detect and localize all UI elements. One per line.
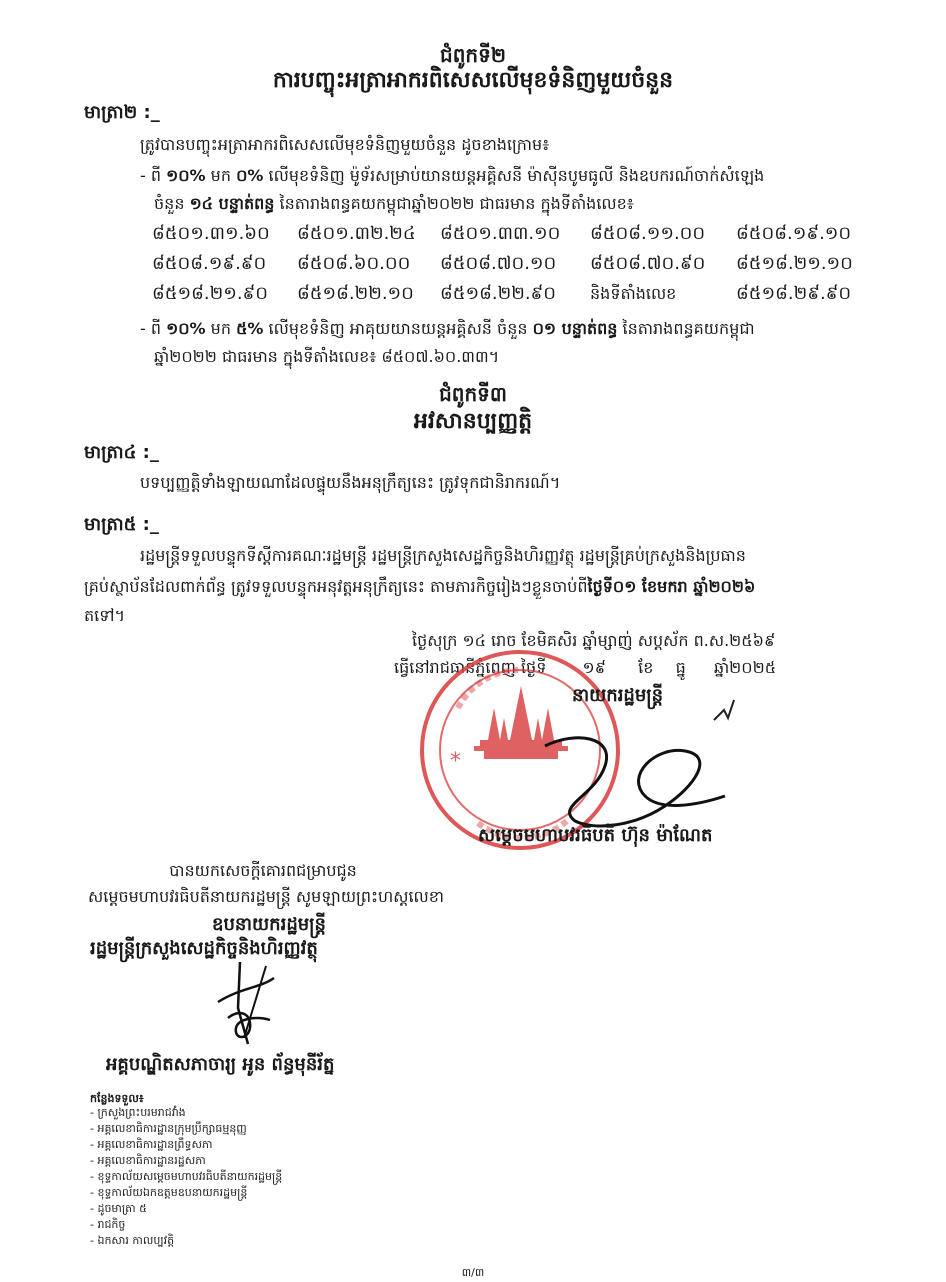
article-2-intro: ត្រូវបានបញ្ចុះអត្រាអាករពិសេសលើមុខទំនិញមួយចំនួន ដូចខាងក្រោម៖ bbox=[140, 135, 550, 154]
article-5-line-3: តទៅ។ bbox=[84, 606, 126, 625]
page-number: ៣/៣ bbox=[461, 1266, 485, 1279]
svg-text:*: * bbox=[450, 749, 461, 774]
tariff-code: ៨៥០៨.១៩.៩០ bbox=[152, 253, 267, 274]
recipient-item: - រាជកិច្ច bbox=[90, 1218, 126, 1231]
tariff-code: ៨៥០៨.១៩.១០ bbox=[736, 223, 852, 244]
article-4-label: មាត្រា៤ :_ bbox=[84, 442, 159, 463]
article-2-bullet-2-line-2: ឆ្នាំ២០២២ ជាធរមាន ក្នុងទីតាំងលេខ៖ ៨៥០៧.៦០.៣៣។ bbox=[154, 347, 500, 366]
deputy-pm-signature bbox=[210, 958, 290, 1048]
submission-line-1: បានយកសេចក្តីគោរពជម្រាបជូន bbox=[169, 861, 357, 880]
pm-signature bbox=[535, 726, 735, 836]
recipient-item: - ដូចមាត្រា ៥ bbox=[90, 1202, 147, 1215]
submission-line-2: សម្តេចមហាបវរធិបតីនាយករដ្ឋមន្ត្រី សូមឡាយព្រះហស្តលេខា bbox=[88, 887, 445, 906]
pm-name: សម្តេចមហាបវរធិបតី ហ៊ុន ម៉ាណែត bbox=[478, 825, 713, 846]
tariff-code: ៨៥០៨.៦០.០០ bbox=[297, 253, 411, 274]
tariff-code: ៨៥០១.៣២.២៤ bbox=[297, 223, 416, 244]
submission-role-1: ឧបនាយករដ្ឋមន្ត្រី bbox=[212, 914, 326, 935]
tariff-code: ៨៥១៨.២១.៩០ bbox=[152, 283, 269, 304]
article-2-label: មាត្រា២ :_ bbox=[84, 102, 160, 123]
tariff-code: ៨៥០៨.១១.០០ bbox=[590, 223, 706, 244]
recipient-item: - អគ្គលេខាធិការដ្ឋានក្រុមប្រឹក្សាធម្មនុញ្ញ bbox=[90, 1122, 247, 1135]
tariff-code: ៨៥១៨.២២.៩០ bbox=[440, 283, 557, 304]
tariff-code: ៨៥០៨.៧០.៩០ bbox=[590, 253, 706, 274]
submission-role-2: រដ្ឋមន្ត្រីក្រសួងសេដ្ឋកិច្ចនិងហិរញ្ញវត្ថុ bbox=[90, 938, 318, 959]
chapter-2-subtitle: ការបញ្ចុះអត្រាអាករពិសេសលើមុខទំនិញមួយចំនួន bbox=[272, 68, 674, 93]
article-2-bullet-2-line-1: - ពី ១០% មក ៥% លើមុខទំនិញ អាគុយយានយន្តអគ្គិសនី ចំនួន ០១ បន្ទាត់ពន្ធ នៃតារាងពន្ធគយកម្ពុជា bbox=[140, 319, 755, 338]
tariff-code: ៨៥០៨.៧០.១០ bbox=[440, 253, 557, 274]
deputy-pm-name: អគ្គបណ្ឌិតសភាចារ្យ អូន ព័ន្ធមុនីរ័ត្ន bbox=[106, 1054, 335, 1075]
recipient-item: - អគ្គលេខាធិការដ្ឋានព្រឹទ្ធសភា bbox=[90, 1138, 213, 1151]
chapter-3-title: ជំពូកទី៣ bbox=[439, 382, 507, 406]
article-4-text: បទប្បញ្ញត្តិទាំងឡាយណាដែលផ្ទុយនឹងអនុក្រឹត្យនេះ ត្រូវទុកជានិរាករណ៍។ bbox=[140, 473, 561, 492]
tariff-code: ៨៥១៨.២២.១០ bbox=[297, 283, 414, 304]
recipient-item: - ខុទ្ទកាល័យសម្តេចមហាបវរធិបតីនាយករដ្ឋមន្ត្រី bbox=[90, 1170, 283, 1183]
solar-date: ធ្វើនៅរាជធានីភ្នំពេញ ថ្ងៃទី ១៩ ខែ ធ្នូ ឆ្នាំ២០២៥ bbox=[394, 658, 777, 677]
article-5-line-1: រដ្ឋមន្ត្រីទទួលបន្ទុកទីស្តីការគណៈរដ្ឋមន្ត្រី រដ្ឋមន្ត្រីក្រសួងសេដ្ឋកិច្ចនិងហិរញ្ញវត្ថុ រដ្ឋមន្ត្រីគ្រប់ក្រសួងនិងប្រធាន bbox=[140, 546, 746, 565]
recipient-item: - ក្រសួងព្រះបរមរាជវាំង bbox=[90, 1106, 186, 1119]
tariff-code: ៨៥០១.៣១.៦០ bbox=[152, 223, 270, 244]
recipient-item: - ខុទ្ទកាល័យឯកឧត្តមឧបនាយករដ្ឋមន្ត្រី bbox=[90, 1186, 248, 1199]
chapter-2-title: ជំពូកទី២ bbox=[440, 43, 506, 67]
article-5-line-2: គ្រប់ស្ថាប័នដែលពាក់ព័ន្ធ ត្រូវទទួលបន្ទុកអនុវត្តអនុក្រឹត្យនេះ តាមភារកិច្ចរៀងៗខ្លួនចាប់ពីថ្ងៃទី០១ ខែមករា ឆ្នាំ២០២៦ bbox=[84, 577, 756, 596]
lunar-date: ថ្ងៃសុក្រ ១៤ រោច ខែមិគសិរ ឆ្នាំម្សាញ់ សប្តស័ក ព.ស.២៥៦៩ bbox=[412, 631, 776, 650]
tariff-code: ៨៥១៨.២៩.៩០ bbox=[736, 283, 852, 304]
article-2-bullet-1-line-2: ចំនួន ១៤ បន្ទាត់ពន្ធ នៃតារាងពន្ធគយកម្ពុជាឆ្នាំ២០២២ ជាធរមាន ក្នុងទីតាំងលេខ៖ bbox=[154, 194, 634, 213]
article-2-bullet-1-line-1: - ពី ១០% មក ០% លើមុខទំនិញ ម៉ូទ័រសម្រាប់យានយន្តអគ្គិសនី ម៉ាស៊ីនបូមធូលី និងឧបករណ៍ចាក់សំឡេង bbox=[140, 166, 765, 185]
recipient-item: - អគ្គលេខាធិការដ្ឋានរដ្ឋសភា bbox=[90, 1154, 206, 1167]
initial-mark bbox=[710, 690, 750, 730]
tariff-code: ៨៥១៨.២១.១០ bbox=[736, 253, 853, 274]
recipient-item: - ឯកសារ កាលប្បវត្តិ bbox=[90, 1234, 175, 1247]
article-5-label: មាត្រា៥ :_ bbox=[84, 514, 159, 535]
tariff-code-connector: និងទីតាំងលេខ bbox=[590, 284, 677, 303]
tariff-code: ៨៥០១.៣៣.១០ bbox=[440, 223, 561, 244]
recipients-title: កន្លែងទទួល៖ bbox=[90, 1092, 144, 1105]
pm-title: នាយករដ្ឋមន្ត្រី bbox=[572, 685, 664, 706]
chapter-3-subtitle: អវសានប្បញ្ញត្តិ bbox=[413, 409, 533, 434]
